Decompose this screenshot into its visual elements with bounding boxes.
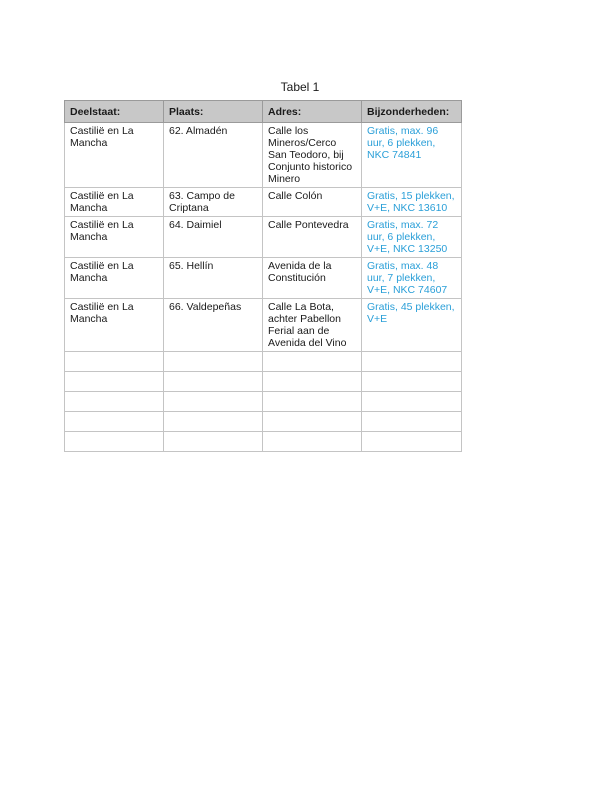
table-title: Tabel 1: [280, 80, 320, 94]
empty-cell: [263, 432, 362, 452]
empty-cell: [362, 352, 462, 372]
empty-cell: [263, 392, 362, 412]
cell-bijzonderheden: Gratis, 15 plekken, V+E, NKC 13610: [362, 188, 462, 217]
cell-plaats: 66. Valdepeñas: [164, 299, 263, 352]
empty-cell: [65, 352, 164, 372]
header-deelstaat: Deelstaat:: [65, 101, 164, 123]
cell-bijzonderheden: Gratis, max. 72 uur, 6 plekken, V+E, NKC 13250: [362, 217, 462, 258]
empty-cell: [65, 372, 164, 392]
table-row: [65, 258, 462, 299]
table-row: [65, 188, 462, 217]
empty-cell: [362, 412, 462, 432]
empty-cell: [362, 392, 462, 412]
cell-deelstaat: Castilië en La Mancha: [65, 188, 164, 217]
empty-cell: [164, 392, 263, 412]
table-row: [65, 299, 462, 352]
empty-row: [65, 412, 462, 432]
cell-bijzonderheden: Gratis, max. 48 uur, 7 plekken, V+E, NKC 74607: [362, 258, 462, 299]
empty-row: [65, 392, 462, 412]
empty-cell: [164, 352, 263, 372]
empty-cell: [362, 372, 462, 392]
data-table: [64, 100, 462, 452]
empty-cell: [263, 352, 362, 372]
empty-row: [65, 432, 462, 452]
table-row: [65, 217, 462, 258]
table-row: [65, 123, 462, 188]
cell-adres: Calle Pontevedra: [263, 217, 362, 258]
cell-deelstaat: Castilië en La Mancha: [65, 217, 164, 258]
cell-deelstaat: Castilië en La Mancha: [65, 299, 164, 352]
cell-plaats: 64. Daimiel: [164, 217, 263, 258]
empty-row: [65, 372, 462, 392]
cell-plaats: 63. Campo de Criptana: [164, 188, 263, 217]
empty-cell: [65, 392, 164, 412]
header-bijzonderheden: Bijzonderheden:: [362, 101, 462, 123]
header-row: [65, 101, 462, 123]
empty-cell: [164, 372, 263, 392]
cell-bijzonderheden: Gratis, max. 96 uur, 6 plekken, NKC 74841: [362, 123, 462, 188]
header-plaats: Plaats:: [164, 101, 263, 123]
cell-deelstaat: Castilië en La Mancha: [65, 258, 164, 299]
cell-adres: Avenida de la Constitución: [263, 258, 362, 299]
empty-cell: [263, 372, 362, 392]
cell-plaats: 62. Almadén: [164, 123, 263, 188]
header-adres: Adres:: [263, 101, 362, 123]
cell-adres: Calle los Mineros/Cerco San Teodoro, bij Conjunto historico Minero: [263, 123, 362, 188]
empty-cell: [65, 432, 164, 452]
empty-row: [65, 352, 462, 372]
empty-cell: [362, 432, 462, 452]
cell-bijzonderheden: Gratis, 45 plekken, V+E: [362, 299, 462, 352]
cell-adres: Calle La Bota, achter Pabellon Ferial aan de Avenida del Vino: [263, 299, 362, 352]
empty-cell: [164, 432, 263, 452]
cell-plaats: 65. Hellín: [164, 258, 263, 299]
empty-cell: [65, 412, 164, 432]
empty-cell: [164, 412, 263, 432]
cell-deelstaat: Castilië en La Mancha: [65, 123, 164, 188]
empty-cell: [263, 412, 362, 432]
cell-adres: Calle Colón: [263, 188, 362, 217]
